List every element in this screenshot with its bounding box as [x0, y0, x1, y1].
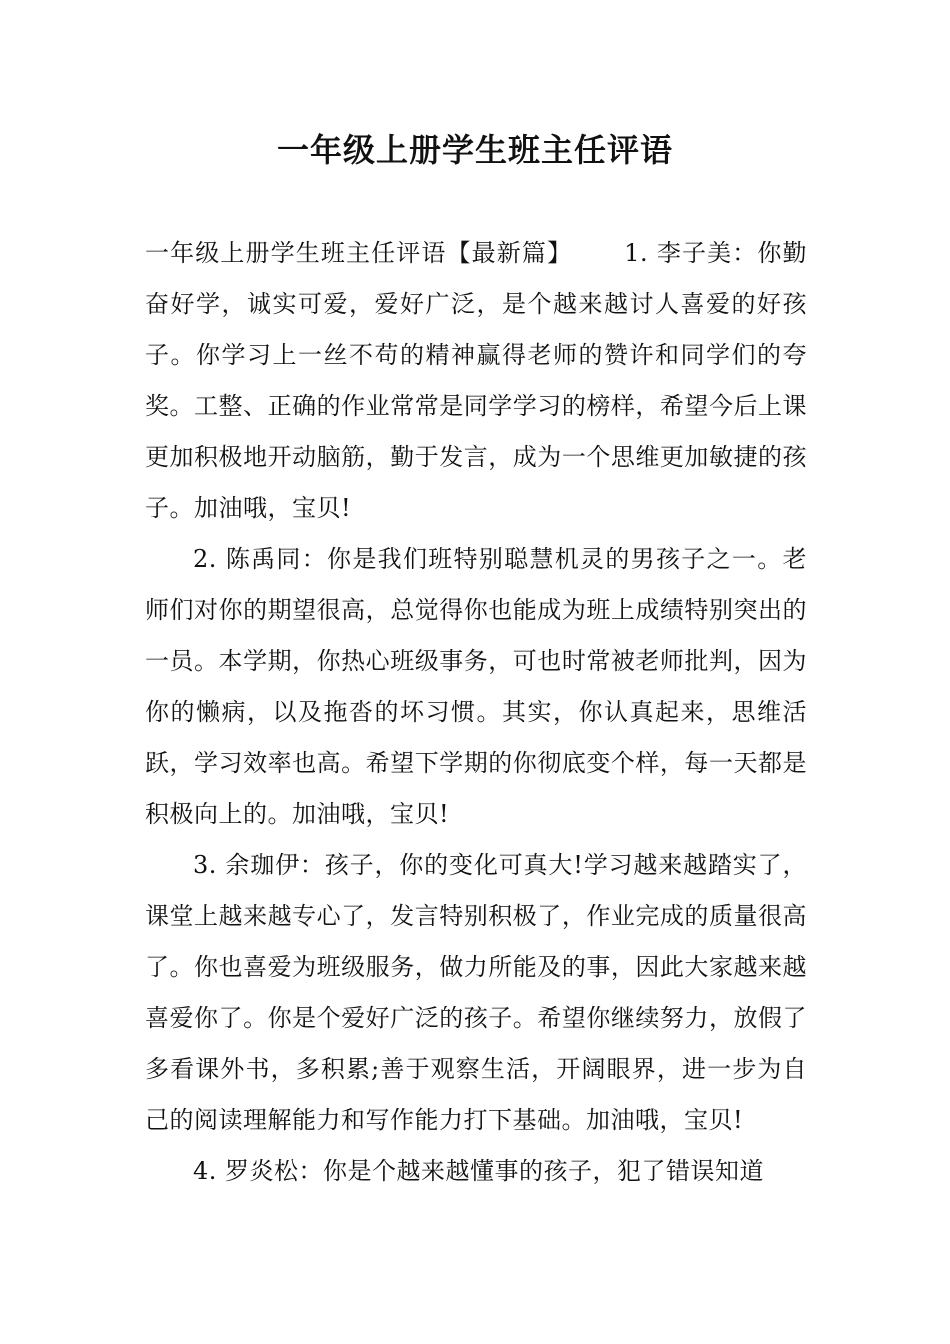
intro-heading: 一年级上册学生班主任评语【最新篇】 — [145, 239, 573, 267]
comment-paragraph-3: 3. 余珈伊：孩子，你的变化可真大!学习越来越踏实了，课堂上越来越专心了，发言特别积极了，作业完成的质量很高了。你也喜爱为班级服务，做力所能及的事，因此大家越来越喜爱你了。你是个爱好广泛的孩子。希望你继续努力，放假了多看课外书，多积累;善于观察生活，开阔眼界，进一步为自己的阅读理解能力和写作能力打下基础。加油哦，宝贝! — [145, 851, 807, 1134]
document-body — [145, 228, 807, 1197]
comment-paragraph-4: 4. 罗炎松：你是个越来越懂事的孩子，犯了错误知道 — [193, 1157, 765, 1185]
comment-paragraph-1: 1. 李子美：你勤奋好学，诚实可爱，爱好广泛，是个越来越讨人喜爱的好孩子。你学习上一丝不苟的精神赢得老师的赞许和同学们的夸奖。工整、正确的作业常常是同学学习的榜样，希望今后上课更加积极地开动脑筋，勤于发言，成为一个思维更加敏捷的孩子。加油哦，宝贝! — [145, 239, 808, 522]
document-title: 一年级上册学生班主任评语 — [276, 131, 673, 169]
intro-paragraph — [145, 228, 807, 534]
comment-paragraph-2: 2. 陈禹同：你是我们班特别聪慧机灵的男孩子之一。老师们对你的期望很高，总觉得你也能成为班上成绩特别突出的一员。本学期，你热心班级事务，可也时常被老师批判，因为你的懒病，以及拖沓的坏习惯。其实，你认真起来，思维活跃，学习效率也高。希望下学期的你彻底变个样，每一天都是积极向上的。加油哦，宝贝! — [145, 545, 807, 828]
